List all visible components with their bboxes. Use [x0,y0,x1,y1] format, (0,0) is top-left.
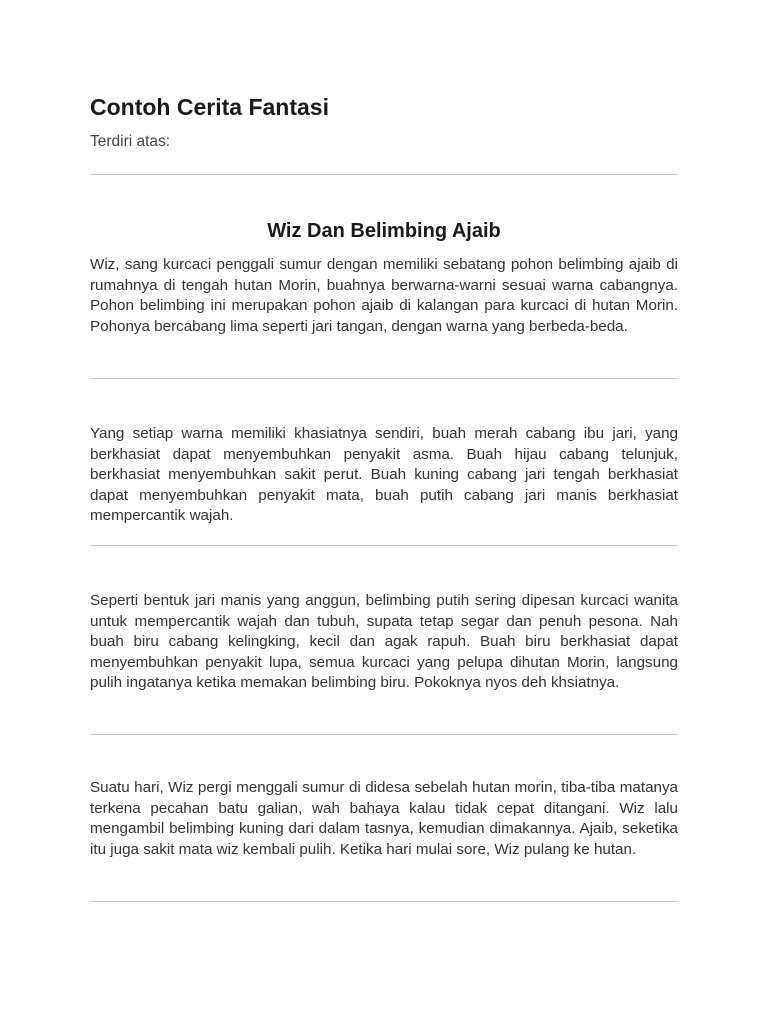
document-title: Contoh Cerita Fantasi [90,94,329,120]
divider [90,901,678,902]
divider [90,378,678,379]
document-subtitle: Terdiri atas: [90,133,171,150]
divider [90,545,678,546]
divider [90,174,678,175]
story-paragraph-4: Suatu hari, Wiz pergi menggali sumur di didesa sebelah hutan morin, tiba-tiba matanya terkena pecahan batu galian, wah bahaya kalau tidak cepat ditangani. Wiz lalu mengambil belimbing kuning dari dalam tasnya, kemudian dimakannya. Ajaib, seketika itu juga sakit mata wiz kembali pulih. Ketika hari mulai sore, Wiz pulang ke hutan. [90,779,678,858]
story-paragraph-1: Wiz, sang kurcaci penggali sumur dengan memiliki sebatang pohon belimbing ajaib di rumahnya di tengah hutan Morin, buahnya berwarna-warni sesuai warna cabangnya. Pohon belimbing ini merupakan pohon ajaib di kalangan para kurcaci di hutan Morin. Pohonya bercabang lima seperti jari tangan, dengan warna yang berbeda-beda. [90,256,678,335]
story-title: Wiz Dan Belimbing Ajaib [267,220,501,242]
story-paragraph-3: Seperti bentuk jari manis yang anggun, belimbing putih sering dipesan kurcaci wanita untuk mempercantik wajah dan tubuh, supata tetap segar dan penuh pesona. Nah buah biru cabang kelingking, kecil dan agak rapuh. Buah biru berkhasiat dapat menyembuhkan penyakit lupa, semua kurcaci yang pelupa dihutan Morin, langsung pulih ingatanya ketika memakan belimbing biru. Pokoknya nyos deh khsiatnya. [90,592,678,691]
divider [90,734,678,735]
story-paragraph-2: Yang setiap warna memiliki khasiatnya sendiri, buah merah cabang ibu jari, yang berkhasiat dapat menyembuhkan penyakit asma. Buah hijau cabang telunjuk, berkhasiat menyembuhkan sakit perut. Buah kuning cabang jari tengah berkhasiat dapat menyembuhkan penyakit mata, buah putih cabang jari manis berkhasiat mempercantik wajah. [90,425,678,524]
